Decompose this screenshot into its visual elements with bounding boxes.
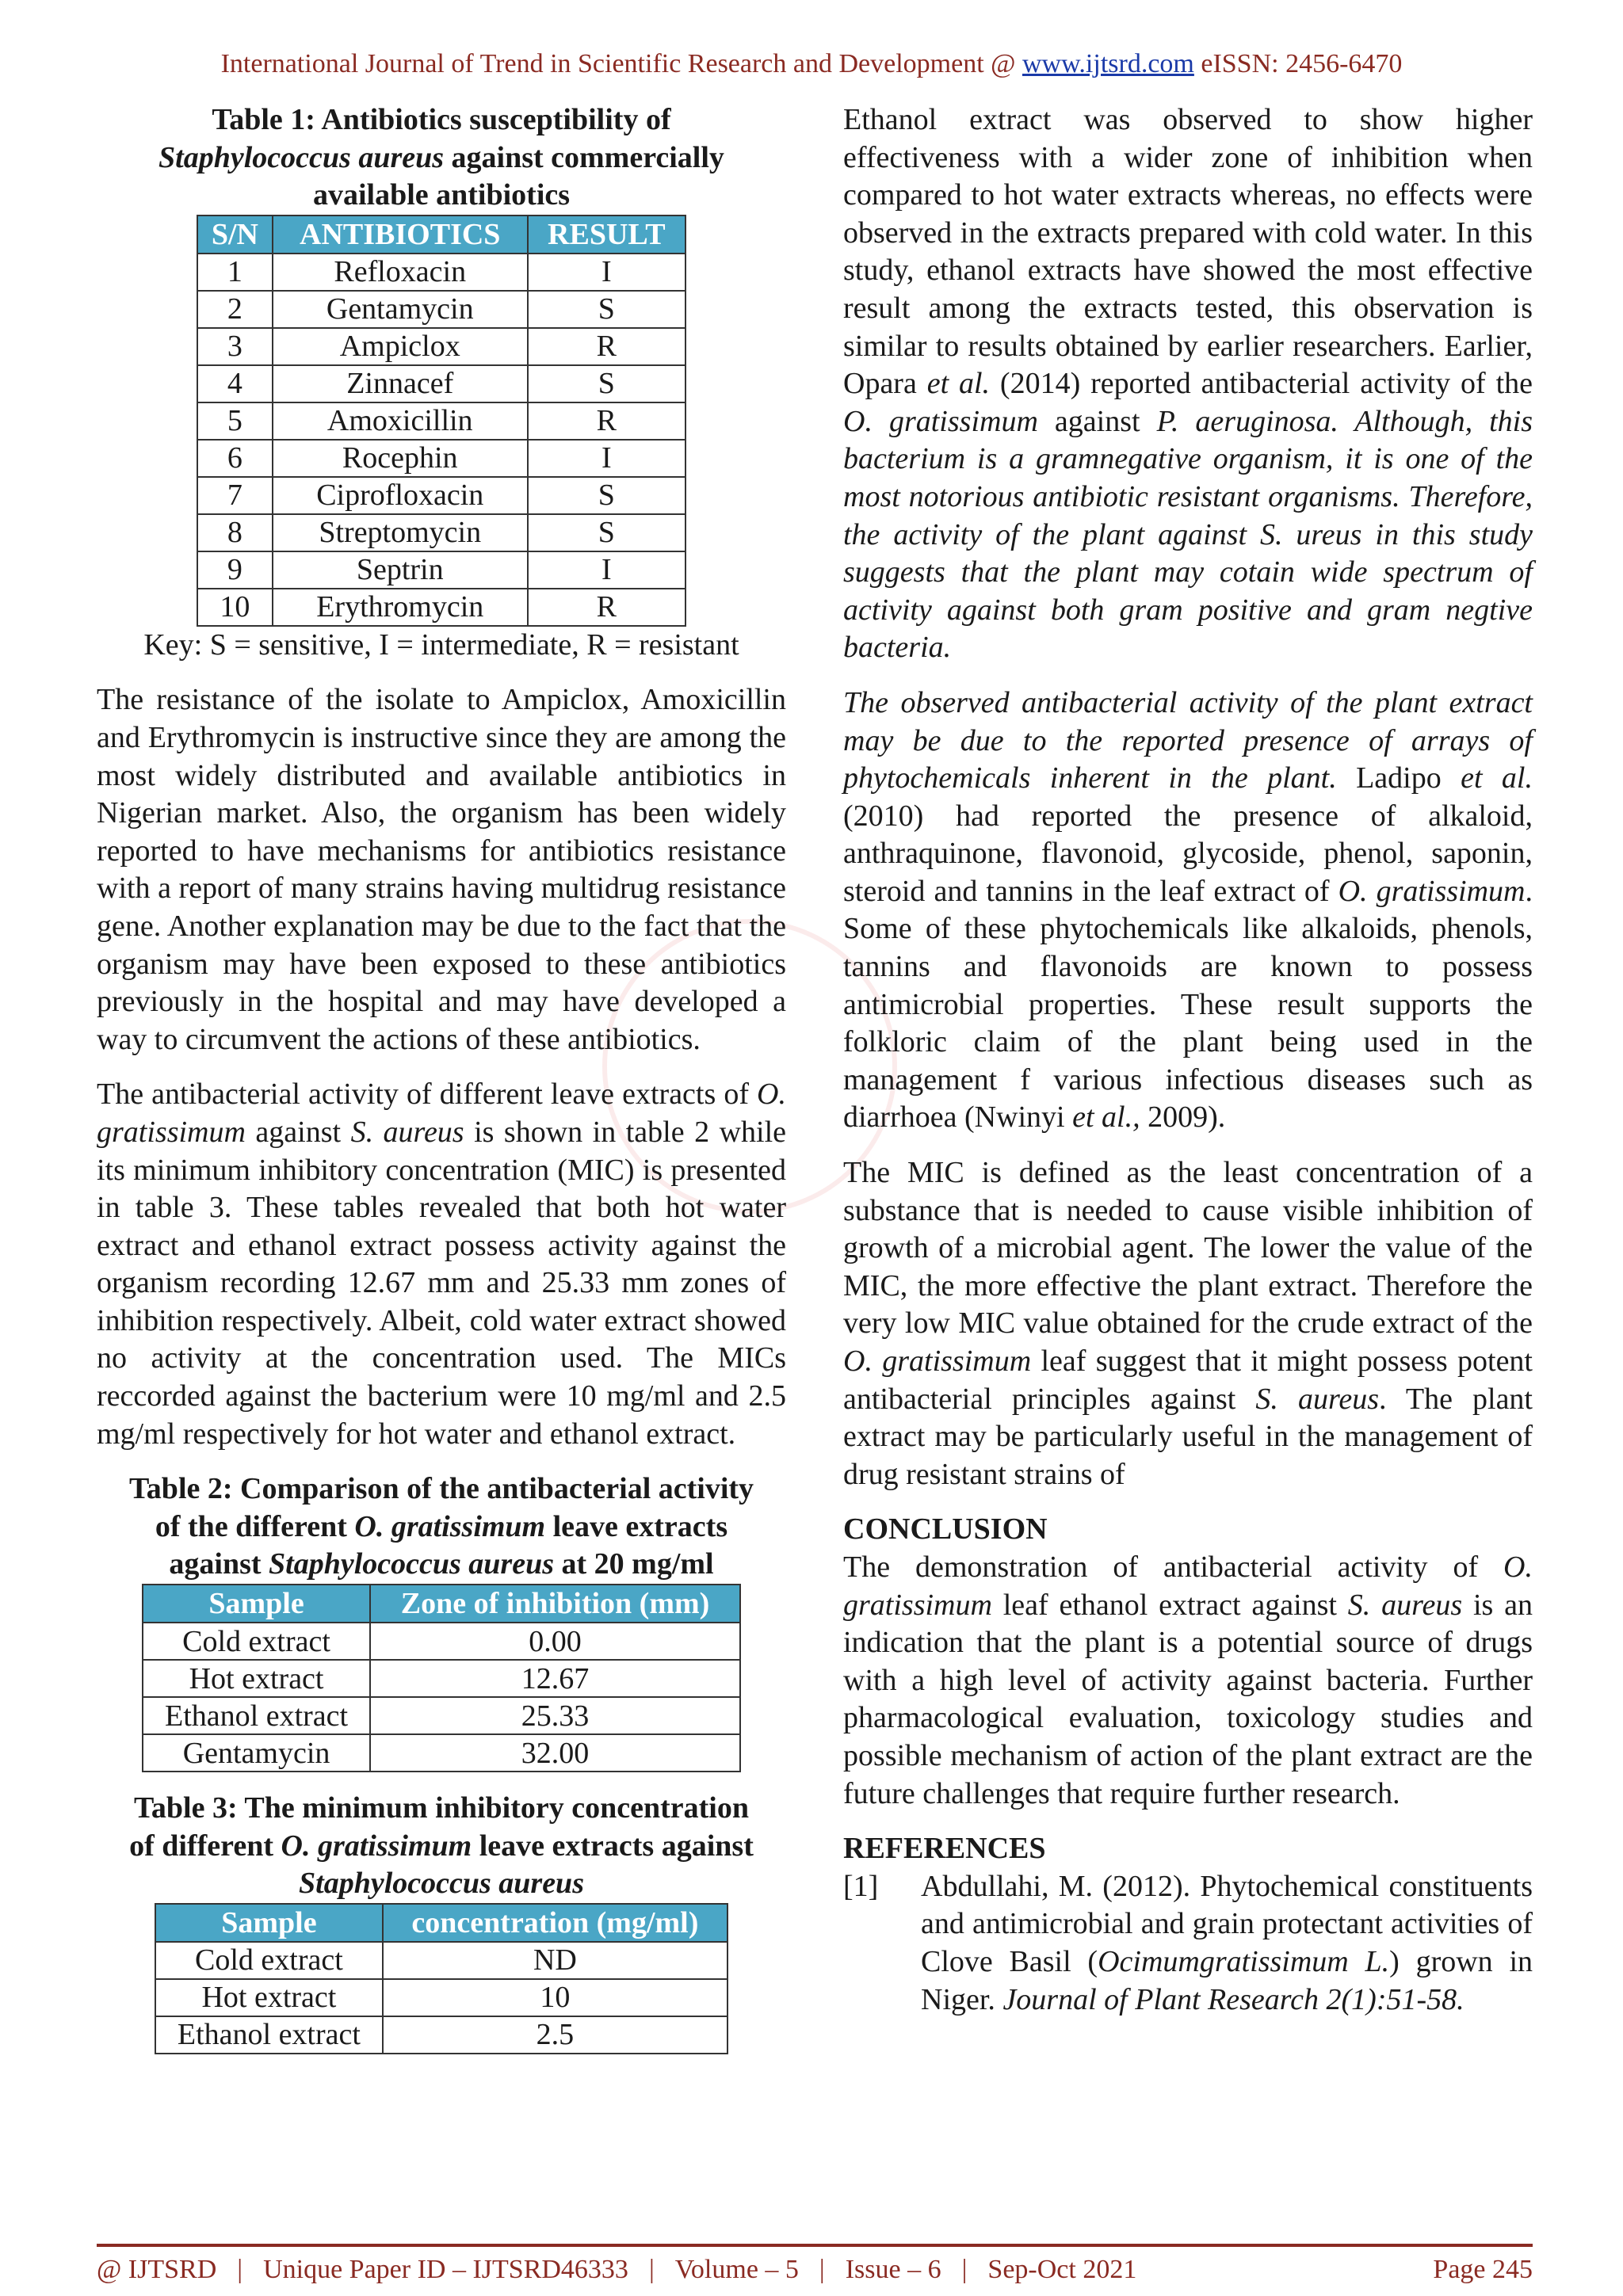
table-row: [143, 1734, 740, 1772]
text-run: at 20 mg/ml: [554, 1547, 714, 1581]
table-row: [197, 402, 685, 440]
footer-page-number: Page 245: [1433, 2255, 1533, 2284]
text-run: The demonstration of antibacterial activity of: [843, 1550, 1504, 1584]
footer-divider: [97, 2244, 1533, 2247]
table1-caption-species: Staphylococcus aureus: [158, 140, 445, 174]
table-row: [197, 589, 685, 626]
table3-header-cell: Sample: [155, 1904, 383, 1942]
table3-header-cell: concentration (mg/ml): [383, 1904, 727, 1942]
reference-text: [921, 1868, 1533, 2019]
table1-cell: 2: [197, 291, 273, 328]
conclusion-paragraph: [843, 1549, 1533, 1813]
page-footer: [97, 2255, 1533, 2285]
table-row: [197, 551, 685, 589]
footer-volume: Volume – 5: [674, 2255, 799, 2284]
table1-cell: I: [528, 254, 685, 291]
right-paragraph-1: [843, 101, 1533, 667]
footer-date: Sep-Oct 2021: [987, 2255, 1137, 2284]
table-row: [197, 514, 685, 551]
table-row: [143, 1697, 740, 1734]
species-name: O. gratissimum: [354, 1509, 546, 1543]
species-name: O. gratissimum: [1338, 874, 1526, 908]
table1-cell: 4: [197, 365, 273, 402]
table-row: [143, 1623, 740, 1660]
right-column: [843, 101, 1533, 2019]
species-name: O. gratissimum: [843, 1550, 1533, 1622]
footer-separator: |: [237, 2255, 243, 2284]
species-name: O. gratissimum: [281, 1829, 472, 1863]
journal-url-link[interactable]: www.ijtsrd.com: [1022, 49, 1194, 78]
species-name: S. aureus: [1347, 1588, 1463, 1622]
table2-cell: Gentamycin: [143, 1734, 370, 1772]
footer-issue: Issue – 6: [845, 2255, 941, 2284]
table3-caption-line1: Table 3: The minimum inhibitory concentration: [134, 1791, 749, 1825]
text-run: against: [169, 1547, 269, 1581]
table1-cell: Ciprofloxacin: [273, 477, 528, 514]
table2-cell: Ethanol extract: [143, 1697, 370, 1734]
left-paragraph-2: [97, 1076, 786, 1453]
footer-info: [97, 2255, 1136, 2285]
text-run: is shown in table 2 while its minimum inhibitory concentration (MIC) is presented in table 3. These tables revealed that both hot water extract and ethanol extract possess activity against the organism recording 12.67 mm and 25.33 mm zones of inhibition respectively. Albeit, cold water extract showed no activity at the concentration used. The MICs reccorded against the bacterium were 10 mg/ml and 2.5 mg/ml respectively for hot water and ethanol extract.: [97, 1115, 786, 1451]
header-prefix: International Journal of Trend in Scientific Research and Development @: [220, 49, 1022, 78]
species-name: O. gratissimum: [843, 1344, 1032, 1378]
table1-caption-line1: Table 1: Antibiotics susceptibility of: [212, 103, 671, 136]
table1-cell: 1: [197, 254, 273, 291]
table2-header-cell: Sample: [143, 1585, 370, 1623]
table1-antibiotics: [197, 215, 686, 627]
table2-header-row: [143, 1585, 740, 1623]
species-name: O. gratissimum: [97, 1077, 786, 1149]
table-row: [155, 1942, 727, 1979]
table1-key: Key: S = sensitive, I = intermediate, R = resistant: [143, 627, 739, 662]
text-run: (2014) reported antibacterial activity of the: [990, 367, 1533, 401]
table1-cell: R: [528, 328, 685, 365]
table1-header-cell: RESULT: [528, 215, 685, 254]
text-run: . The plant extract may be particularly useful in the management of drug resistant strains of: [843, 1382, 1533, 1491]
table1-caption-line3: available antibiotics: [312, 178, 571, 212]
text-run: The antibacterial activity of different leave extracts of: [97, 1077, 758, 1112]
table2-caption: [97, 1470, 786, 1584]
table1-cell: 10: [197, 589, 273, 626]
text-run: Abdullahi, M. (2012). Phytochemical constituents and antimicrobial and grain protectant activities of Clove Basil (: [921, 1869, 1533, 1978]
text-run: (2010) had reported the presence of alkaloid, anthraquinone, flavonoid, glycoside, phenol, saponin, steroid and tannins in the leaf extract of: [843, 799, 1533, 908]
table1-cell: S: [528, 291, 685, 328]
table-row: [197, 440, 685, 477]
text-run: leaf ethanol extract against: [991, 1588, 1348, 1622]
table3-cell: Hot extract: [155, 1979, 383, 2016]
footer-separator: |: [648, 2255, 655, 2284]
table1-cell: S: [528, 514, 685, 551]
table1-cell: 6: [197, 440, 273, 477]
table1-cell: 7: [197, 477, 273, 514]
species-name: O. gratissimum: [843, 404, 1038, 438]
table1-header-cell: S/N: [197, 215, 273, 254]
table3-header-row: [155, 1904, 727, 1942]
references-heading: REFERENCES: [843, 1832, 1046, 1866]
table3-caption-line3: Staphylococcus aureus: [299, 1867, 584, 1901]
table1-cell: Amoxicillin: [273, 402, 528, 440]
text-run: Ladipo: [1336, 761, 1461, 795]
text-run: leaf suggest that it might possess potent antibacterial principles against: [843, 1344, 1533, 1416]
italic-run: P. aeruginosa. Although, this bacterium is a gramnegative organism, it is one of the most notorious antibiotic resistant organisms. Therefore, the activity of the plant against S. ureus in this study suggests that the plant may cotain wide spectrum of activity against both gram positive and gram negtive bacteria.: [843, 404, 1533, 665]
table3-cell: Ethanol extract: [155, 2016, 383, 2054]
table1-header-row: [197, 215, 685, 254]
table1-cell: S: [528, 365, 685, 402]
table2-cell: 12.67: [370, 1660, 740, 1697]
table1-cell: Refloxacin: [273, 254, 528, 291]
conclusion-heading: CONCLUSION: [843, 1512, 1048, 1547]
footer-paper-id: Unique Paper ID – IJTSRD46333: [263, 2255, 628, 2284]
table-row: [197, 477, 685, 514]
table2-cell: 0.00: [370, 1623, 740, 1660]
table1-caption: [97, 101, 786, 215]
table1-caption-line2: against commercially: [444, 140, 724, 174]
table2-cell: Cold extract: [143, 1623, 370, 1660]
text-run: of different: [129, 1829, 281, 1863]
italic-run: The observed antibacterial activity of the plant extract may be due to the reported presence of arrays of phytochemicals inherent in the plant.: [843, 685, 1533, 795]
table1-cell: Septrin: [273, 551, 528, 589]
table3-mic: [155, 1903, 728, 2054]
table2-cell: 25.33: [370, 1697, 740, 1734]
table1-cell: Zinnacef: [273, 365, 528, 402]
table3-cell: 2.5: [383, 2016, 727, 2054]
footer-separator: |: [819, 2255, 825, 2284]
text-run: against: [245, 1115, 351, 1149]
table-row: [197, 328, 685, 365]
table-row: [197, 365, 685, 402]
text-run: against: [1037, 404, 1157, 438]
right-paragraph-2: [843, 685, 1533, 1137]
header-suffix: eISSN: 2456-6470: [1193, 49, 1403, 78]
table-row: [155, 2016, 727, 2054]
journal-header: [0, 49, 1623, 79]
text-run: ) grown in Niger.: [921, 1944, 1533, 2016]
journal-name: Journal of Plant Research 2(1):51-58.: [1002, 1982, 1465, 2016]
table3-cell: ND: [383, 1942, 727, 1979]
table-row: [197, 291, 685, 328]
italic-run: et al.: [1461, 761, 1533, 795]
table3-cell: 10: [383, 1979, 727, 2016]
table2-header-cell: Zone of inhibition (mm): [370, 1585, 740, 1623]
table1-cell: S: [528, 477, 685, 514]
text-run: Ethanol extract was observed to show higher effectiveness with a wider zone of inhibition when compared to hot water extracts whereas, no effects were observed in the extracts prepared with cold water. In this study, ethanol extracts have showed the most effective result among the extracts tested, this observation is similar to results obtained by earlier researchers. Earlier, Opara: [843, 103, 1533, 401]
text-run: of the different: [155, 1509, 355, 1543]
table-row: [143, 1660, 740, 1697]
species-name: Staphylococcus aureus: [269, 1547, 555, 1581]
text-run: . Some of these phytochemicals like alkaloids, phenols, tannins and flavonoids are known to possess antimicrobial properties. These result supports the folkloric claim of the plant being used in the management f various infectious diseases such as diarrhoea (Nwinyi: [843, 874, 1533, 1135]
species-name: S. aureus: [350, 1115, 464, 1149]
text-run: leave extracts against: [472, 1829, 754, 1863]
table-row: [155, 1979, 727, 2016]
table1-cell: I: [528, 551, 685, 589]
table2-cell: Hot extract: [143, 1660, 370, 1697]
table2-caption-line1: Table 2: Comparison of the antibacterial activity: [128, 1472, 754, 1506]
table2-antibacterial-activity: [142, 1584, 741, 1772]
table1-cell: Ampiclox: [273, 328, 528, 365]
species-name: Ocimumgratissimum L.: [1098, 1944, 1390, 1978]
italic-run: et al.,: [1072, 1100, 1140, 1135]
species-name: S. aureus: [1255, 1382, 1380, 1416]
table1-cell: I: [528, 440, 685, 477]
table1-body: [197, 254, 685, 626]
reference-item: [843, 1868, 1533, 2019]
table1-cell: R: [528, 589, 685, 626]
table1-cell: 3: [197, 328, 273, 365]
footer-separator: |: [961, 2255, 968, 2284]
footer-journal: @ IJTSRD: [97, 2255, 217, 2284]
table2-cell: 32.00: [370, 1734, 740, 1772]
table2-body: [143, 1623, 740, 1772]
table1-cell: Rocephin: [273, 440, 528, 477]
right-paragraph-3: [843, 1154, 1533, 1493]
italic-run: et al.: [926, 367, 991, 401]
text-run: 2009).: [1140, 1100, 1226, 1135]
left-column: [97, 101, 786, 2054]
text-run: The MIC is defined as the least concentration of a substance that is needed to cause visible inhibition of growth of a microbial agent. The lower the value of the MIC, the more effective the plant extract. Therefore the very low MIC value obtained for the crude extract of the: [843, 1156, 1533, 1341]
table-row: [197, 254, 685, 291]
table1-cell: 8: [197, 514, 273, 551]
text-run: is an indication that the plant is a potential source of drugs with a high level of activity against bacteria. Further pharmacological evaluation, toxicology studies and possible mechanism of action of the plant extract are the future challenges that require further research.: [843, 1588, 1533, 1810]
reference-number: [1]: [843, 1869, 879, 1903]
left-paragraph-1: The resistance of the isolate to Ampiclox, Amoxicillin and Erythromycin is instructive since they are among the most widely distributed and available antibiotics in Nigerian market. Also, the organism has been widely reported to have mechanisms for antibiotics resistance with a report of many strains having multidrug resistance gene. Another explanation may be due to the fact that the organism may have been exposed to these antibiotics previously in the hospital and may have developed a way to circumvent the actions of these antibiotics.: [97, 683, 786, 1056]
table3-cell: Cold extract: [155, 1942, 383, 1979]
table1-cell: 5: [197, 402, 273, 440]
table3-caption: [97, 1790, 786, 1903]
table1-cell: R: [528, 402, 685, 440]
table1-header-cell: ANTIBIOTICS: [273, 215, 528, 254]
table3-body: [155, 1942, 727, 2054]
table1-cell: 9: [197, 551, 273, 589]
table1-cell: Gentamycin: [273, 291, 528, 328]
text-run: leave extracts: [545, 1509, 728, 1543]
table1-cell: Streptomycin: [273, 514, 528, 551]
table1-cell: Erythromycin: [273, 589, 528, 626]
